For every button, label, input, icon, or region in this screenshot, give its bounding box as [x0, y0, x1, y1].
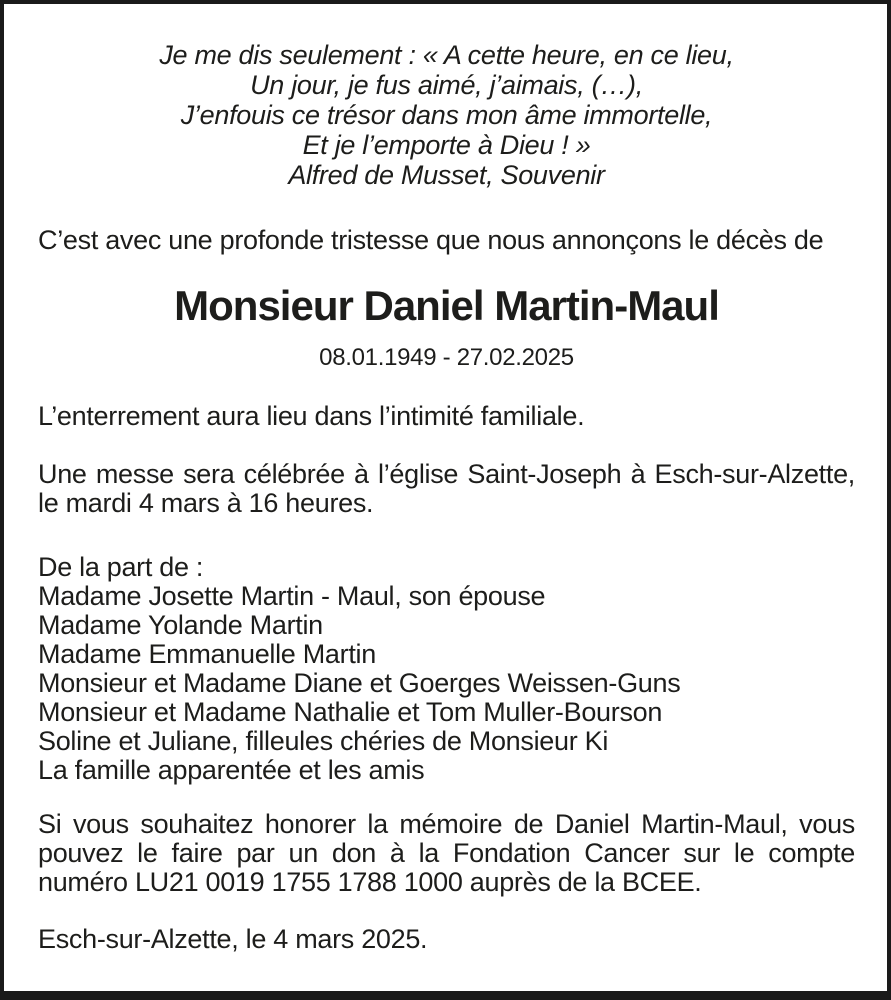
family-member: Monsieur et Madame Diane et Goerges Weissen-Guns [38, 668, 681, 698]
quote-line: Je me dis seulement : « A cette heure, en ce lieu, [159, 40, 734, 70]
deceased-name: Monsieur Daniel Martin-Maul [174, 282, 719, 329]
family-section [38, 553, 855, 785]
burial-notice: L’enterrement aura lieu dans l’intimité familiale. [38, 401, 585, 431]
family-member: Monsieur et Madame Nathalie et Tom Muller-Bourson [38, 697, 663, 727]
family-intro: De la part de : [38, 552, 204, 582]
donation-notice: Si vous souhaitez honorer la mémoire de Daniel Martin-Maul, vous pouvez le faire par un don à la Fondation Cancer sur le compte numéro LU21 0019 1755 1788 1000 auprès de la BCEE. [38, 809, 855, 897]
family-member: La famille apparentée et les amis [38, 755, 425, 785]
announcement-intro: C’est avec une profonde tristesse que nous annonçons le décès de [38, 225, 824, 255]
poem-quote [38, 40, 855, 190]
family-member: Madame Josette Martin - Maul, son épouse [38, 581, 546, 611]
life-dates: 08.01.1949 - 27.02.2025 [319, 344, 574, 371]
closing-dateline: Esch-sur-Alzette, le 4 mars 2025. [38, 924, 428, 954]
family-member: Soline et Juliane, filleules chéries de Monsieur Ki [38, 726, 609, 756]
family-member: Madame Emmanuelle Martin [38, 639, 376, 669]
family-list [38, 582, 855, 785]
quote-line: Un jour, je fus aimé, j’aimais, (…), [250, 70, 643, 100]
quote-line: J’enfouis ce trésor dans mon âme immortelle, [180, 100, 713, 130]
mass-notice: Une messe sera célébrée à l’église Saint-Joseph à Esch-sur-Alzette, le mardi 4 mars à 16 heures. [38, 459, 855, 518]
quote-line: Alfred de Musset, Souvenir [288, 160, 605, 190]
family-member: Madame Yolande Martin [38, 610, 323, 640]
quote-line: Et je l’emporte à Dieu ! » [302, 130, 591, 160]
notice-content [4, 40, 887, 954]
